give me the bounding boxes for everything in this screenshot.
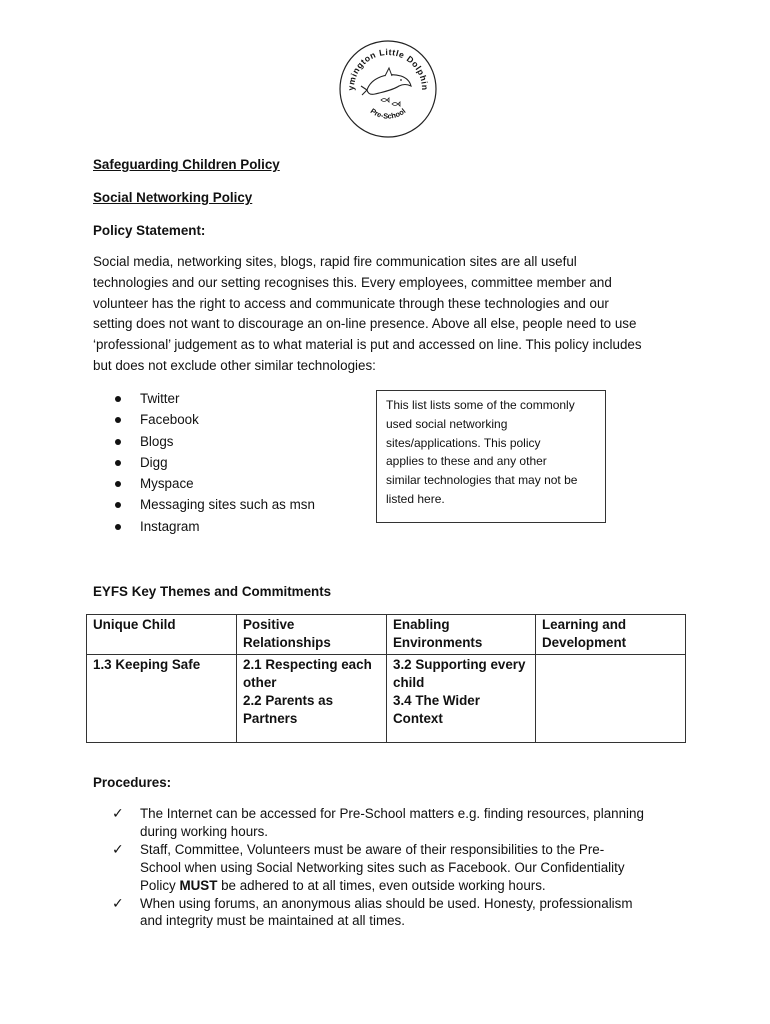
cell-line: Positive	[243, 617, 295, 632]
technologies-note-box	[376, 390, 606, 523]
table-cell	[237, 655, 387, 743]
technologies-list	[111, 388, 315, 537]
list-item: Facebook	[111, 409, 315, 430]
statement-line: volunteer has the right to access and communicate through these technologies and our	[93, 295, 609, 311]
table-cell	[536, 655, 686, 743]
table-row	[87, 655, 686, 743]
statement-line: Social media, networking sites, blogs, rapid fire communication sites are all useful	[93, 254, 577, 269]
cell-line: Development	[542, 635, 627, 650]
procedures-list	[112, 805, 644, 930]
note-line: This list lists some of the commonly	[386, 398, 575, 412]
cell-line: Context	[393, 711, 443, 726]
table-header-cell	[237, 615, 387, 655]
procedure-line: during working hours.	[140, 823, 269, 839]
cell-line: Unique Child	[93, 617, 176, 632]
cell-line: 2.1 Respecting each	[243, 657, 372, 672]
table-header-row	[87, 615, 686, 655]
dolphin-icon	[361, 68, 411, 106]
statement-line: but does not exclude other similar technologies:	[93, 357, 376, 373]
cell-line: 3.4 The Wider	[393, 693, 480, 708]
cell-line: Enabling	[393, 617, 450, 632]
note-line: listed here.	[386, 491, 445, 506]
list-item: Digg	[111, 452, 315, 473]
policy-title: Safeguarding Children Policy	[93, 157, 280, 172]
cell-line: Partners	[243, 711, 298, 726]
statement-line: ‘professional’ judgement as to what material is put and accessed on line. This policy includes	[93, 337, 642, 353]
cell-line: Environments	[393, 635, 483, 650]
checkmark-icon: ✓	[112, 841, 124, 858]
eyfs-heading: EYFS Key Themes and Commitments	[93, 584, 332, 599]
list-item: Messaging sites such as msn	[111, 494, 315, 515]
policy-statement	[93, 252, 693, 377]
cell-line: Relationships	[243, 635, 331, 650]
list-item: Twitter	[111, 388, 315, 409]
cell-line: 3.2 Supporting every	[393, 657, 526, 672]
list-item: Myspace	[111, 473, 315, 494]
list-item: Blogs	[111, 431, 315, 452]
list-item	[112, 841, 644, 895]
list-item: Instagram	[111, 516, 315, 537]
procedure-line: and integrity must be maintained at all times.	[140, 913, 405, 929]
statement-line: setting does not want to discourage an on-line presence. Above all else, people need to use	[93, 316, 637, 332]
logo-bottom-text: Pre-School	[368, 106, 408, 121]
table-header-cell	[87, 615, 237, 655]
note-line: sites/applications. This policy	[386, 435, 541, 450]
table-header-cell	[536, 615, 686, 655]
cell-line: Learning and	[542, 617, 627, 632]
procedure-line: The Internet can be accessed for Pre-School matters e.g. finding resources, planning	[140, 806, 644, 821]
table-header-cell	[387, 615, 536, 655]
list-item	[112, 805, 644, 841]
checkmark-icon: ✓	[112, 806, 124, 822]
cell-line: 1.3 Keeping Safe	[93, 657, 201, 672]
procedure-line: School when using Social Networking sites such as Facebook. Our Confidentiality	[140, 859, 625, 875]
cell-line: 2.2 Parents as	[243, 693, 334, 708]
procedure-line: Staff, Committee, Volunteers must be aware of their responsibilities to the Pre-	[140, 841, 605, 857]
eyfs-table	[86, 614, 686, 743]
policy-subtitle: Social Networking Policy	[93, 190, 253, 205]
note-line: applies to these and any other	[386, 454, 547, 469]
procedure-emphasis: MUST	[179, 877, 218, 893]
procedures-heading: Procedures:	[93, 775, 172, 790]
preschool-logo	[337, 38, 439, 140]
cell-line: other	[243, 675, 277, 690]
svg-text:Pre-School	[369, 106, 408, 120]
list-item	[112, 895, 644, 931]
statement-heading: Policy Statement:	[93, 223, 206, 238]
checkmark-icon: ✓	[112, 895, 124, 912]
cell-line: child	[393, 675, 425, 690]
note-line: similar technologies that may not be	[386, 473, 578, 488]
procedure-line: When using forums, an anonymous alias should be used. Honesty, professionalism	[140, 895, 633, 911]
procedure-text: be adhered to at all times, even outside working hours.	[217, 877, 546, 893]
table-cell	[87, 655, 237, 743]
procedure-text: Policy	[140, 877, 180, 893]
note-line: used social networking	[386, 416, 508, 431]
logo-arc-text: ymington Little Dolphin	[345, 46, 431, 91]
table-cell	[387, 655, 536, 743]
procedure-line	[140, 877, 644, 895]
statement-line: technologies and our setting recognises this. Every employees, committee member and	[93, 274, 612, 290]
